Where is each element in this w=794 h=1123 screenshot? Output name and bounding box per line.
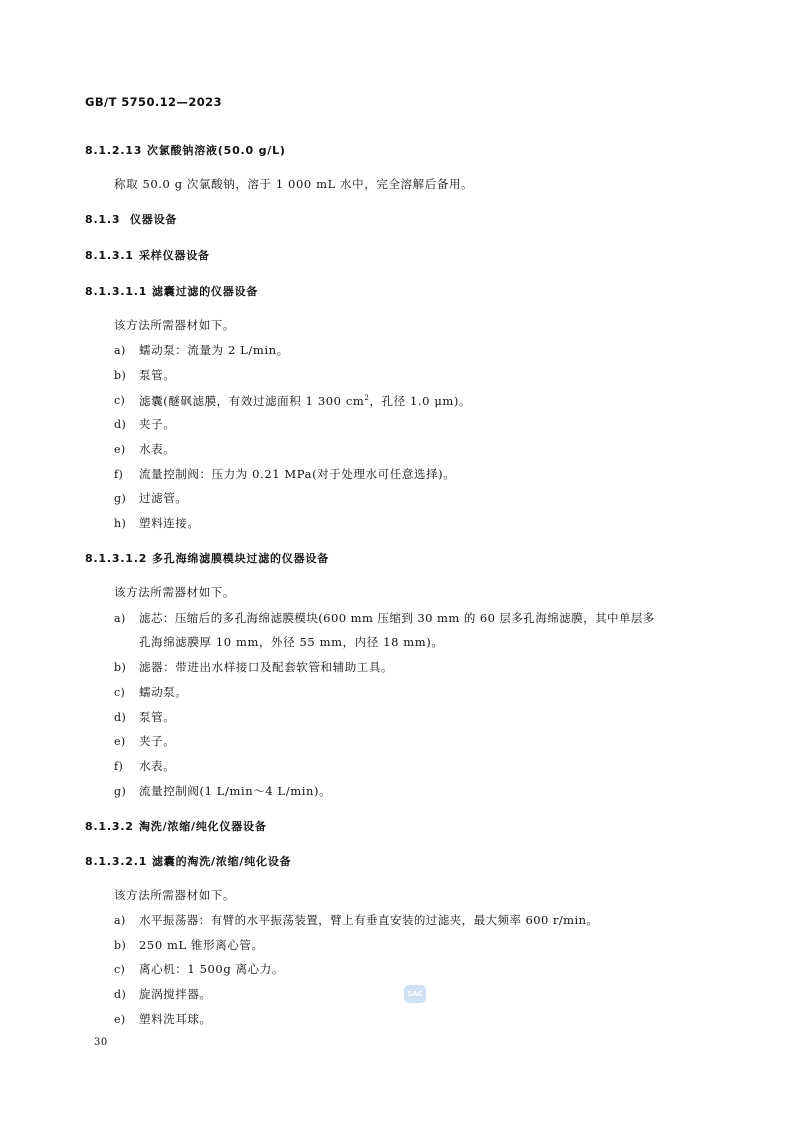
list-item: 离心机：1 500g 离心力。 <box>139 962 284 976</box>
paragraph: 该方法所需器材如下。 <box>114 318 235 332</box>
list-label: a) <box>114 344 126 357</box>
list-label: e) <box>114 443 126 456</box>
list-item: 塑料连接。 <box>139 516 200 530</box>
list-item: 蠕动泵：流量为 2 L/min。 <box>139 343 289 357</box>
paragraph: 该方法所需器材如下。 <box>114 585 235 599</box>
section-title: 次氯酸钠溶液(50.0 g/L) <box>147 144 286 157</box>
list-label: a) <box>114 612 126 625</box>
list-label: g) <box>114 785 127 798</box>
list-label: c) <box>114 394 126 407</box>
list-label: c) <box>114 686 126 699</box>
section-title: 滤囊的淘洗/浓缩/纯化设备 <box>152 855 292 868</box>
list-item: 水表。 <box>139 759 176 773</box>
list-label: f) <box>114 760 124 773</box>
list-label: b) <box>114 369 127 382</box>
list-item: 蠕动泵。 <box>139 685 188 699</box>
list-item: 滤器：带进出水样接口及配套软管和辅助工具。 <box>139 660 394 674</box>
list-label: h) <box>114 517 127 530</box>
list-label: d) <box>114 988 127 1001</box>
section-title: 仪器设备 <box>130 213 178 226</box>
list-item: 水表。 <box>139 442 176 456</box>
list-item: 夹子。 <box>139 734 176 748</box>
list-item: 滤囊(醚砜滤膜，有效过滤面积 1 300 $cm^2$，孔径 1.0 μm)。 <box>139 393 472 408</box>
section-number: 8.1.3.1.1 <box>85 285 148 298</box>
section-title: 滤囊过滤的仪器设备 <box>152 285 259 298</box>
list-label: e) <box>114 735 126 748</box>
section-title: 采样仪器设备 <box>139 249 210 262</box>
list-item: 泵管。 <box>139 368 176 382</box>
section-title: 淘洗/浓缩/纯化仪器设备 <box>139 820 267 833</box>
list-label: f) <box>114 468 124 481</box>
section-number: 8.1.3.1 <box>85 249 134 262</box>
section-number: 8.1.3.2 <box>85 820 134 833</box>
list-label: b) <box>114 661 127 674</box>
superscript: 2 <box>364 394 370 402</box>
list-item: 过滤管。 <box>139 491 188 505</box>
list-item: 滤芯：压缩后的多孔海绵滤膜模块(600 mm 压缩到 30 mm 的 60 层多孔海绵滤膜，其中单层多 <box>139 611 655 625</box>
list-label: b) <box>114 939 127 952</box>
section-title: 多孔海绵滤膜模块过滤的仪器设备 <box>152 552 329 565</box>
section-number: 8.1.3.2.1 <box>85 855 148 868</box>
list-label: c) <box>114 963 126 976</box>
list-item: 250 mL 锥形离心管。 <box>139 938 264 952</box>
list-item: 塑料洗耳球。 <box>139 1012 212 1026</box>
list-label: e) <box>114 1013 126 1026</box>
list-item-continuation: 孔海绵滤膜厚 10 mm，外径 55 mm，内径 18 mm)。 <box>139 635 444 649</box>
paragraph: 该方法所需器材如下。 <box>114 888 235 902</box>
list-item: 水平振荡器：有臂的水平振荡装置，臂上有垂直安装的过滤夹，最大频率 600 r/min。 <box>139 913 599 927</box>
list-label: g) <box>114 492 127 505</box>
list-label: d) <box>114 418 127 431</box>
section-number: 8.1.3.1.2 <box>85 552 148 565</box>
list-item: 泵管。 <box>139 710 176 724</box>
list-item: 流量控制阀(1 L/min～4 L/min)。 <box>139 784 332 798</box>
list-label: a) <box>114 914 126 927</box>
list-label: d) <box>114 711 127 724</box>
list-item: 夹子。 <box>139 417 176 431</box>
list-item: 流量控制阀：压力为 0.21 MPa(对于处理水可任意选择)。 <box>139 467 456 481</box>
sac-watermark-logo: SAC <box>404 985 426 1003</box>
section-number: 8.1.2.13 <box>85 144 143 157</box>
list-item: 旋涡搅拌器。 <box>139 987 212 1001</box>
page-number: 30 <box>94 1037 108 1048</box>
standard-number: GB/T 5750.12—2023 <box>85 95 222 109</box>
section-number: 8.1.3 <box>85 213 121 226</box>
paragraph: 称取 50.0 g 次氯酸钠，溶于 1 000 mL 水中，完全溶解后备用。 <box>114 177 474 191</box>
